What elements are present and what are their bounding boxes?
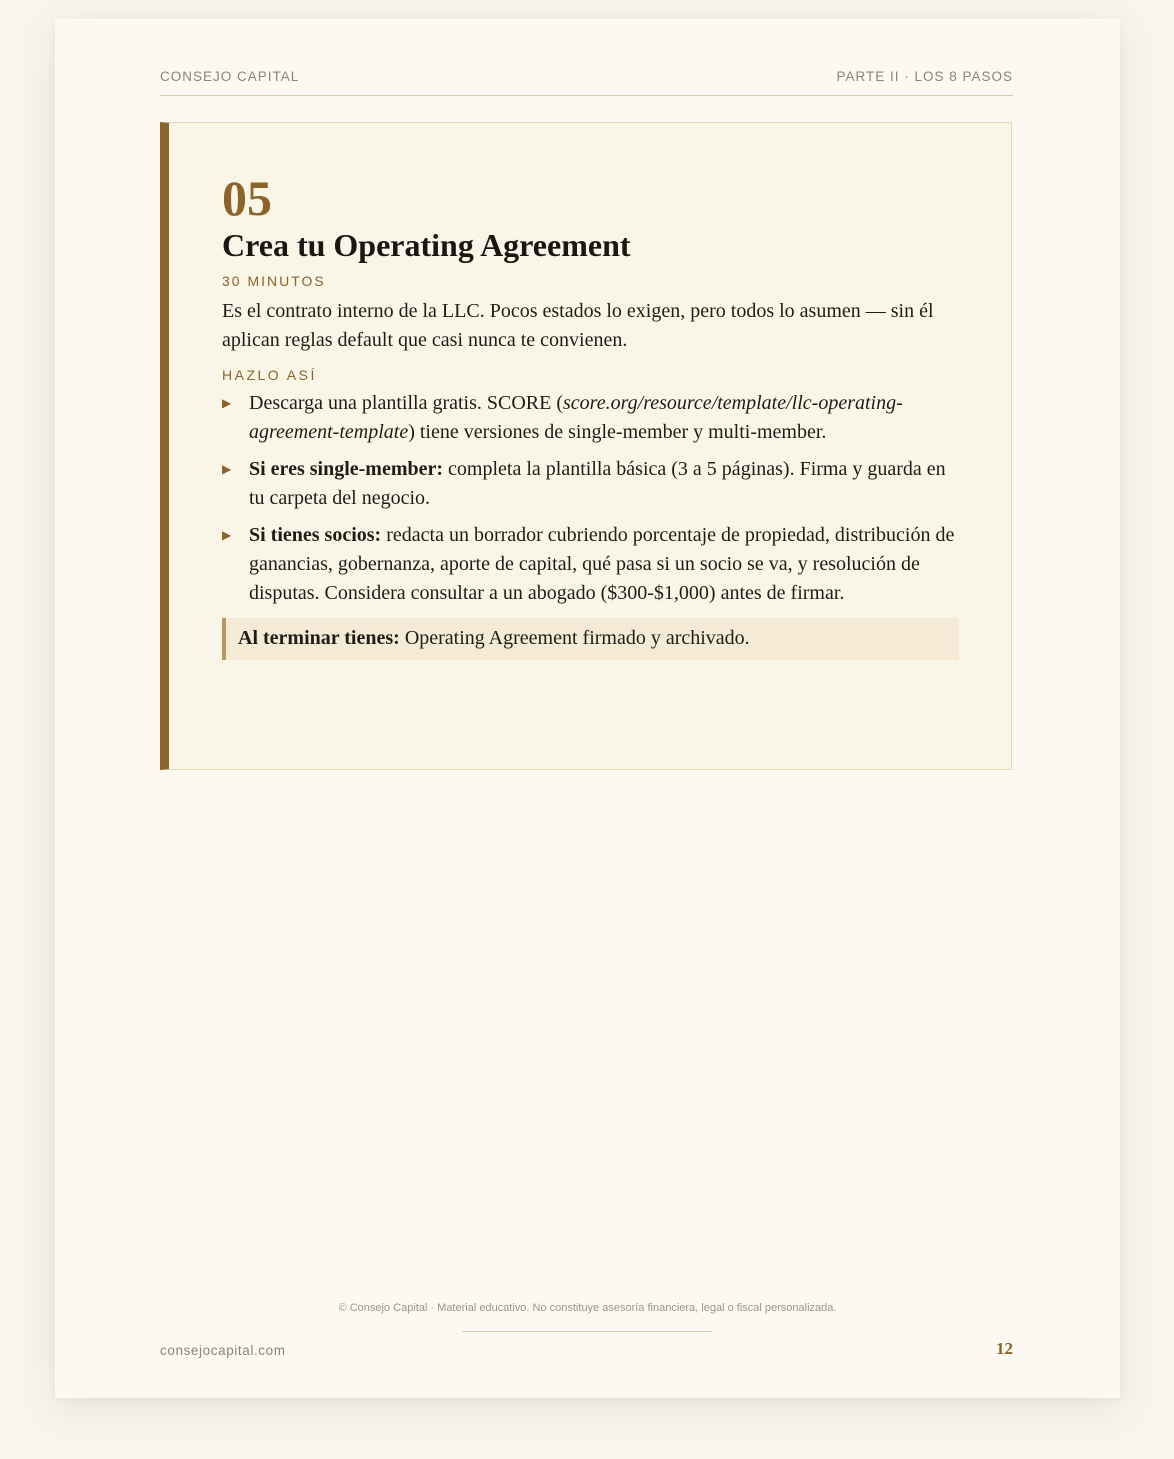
step-card <box>160 122 1012 770</box>
triangle-right-icon: ▶ <box>222 462 232 476</box>
list-item <box>222 455 959 513</box>
instruction-list <box>222 389 959 608</box>
running-header <box>160 69 1013 96</box>
bullet-text: ) tiene versiones de single-member y multi-member. <box>408 421 827 443</box>
page-number: 12 <box>996 1339 1013 1358</box>
footer-disclaimer: © Consejo Capital · Material educativo. No constituye asesoría financiera, legal o fiscal personalizada. <box>338 1302 837 1314</box>
step-number: 05 <box>222 170 272 226</box>
triangle-right-icon: ▶ <box>222 396 232 410</box>
step-duration: 30 MINUTOS <box>222 273 326 289</box>
bullet-text: redacta un borrador cubriendo porcentaje de propiedad, distribución de ganancias, gobernanza, aporte de capital, qué pasa si un socio se va, y resolución de disputas. Considera consultar a un abogado ($300-$1,000) antes de firmar. <box>249 524 955 604</box>
result-label: Al terminar tienes: <box>238 627 400 649</box>
header-brand: CONSEJO CAPITAL <box>160 69 300 84</box>
header-section: PARTE II · LOS 8 PASOS <box>836 69 1013 84</box>
step-content <box>222 170 959 660</box>
how-to-label: HAZLO ASÍ <box>222 367 317 383</box>
triangle-right-icon: ▶ <box>222 528 232 542</box>
list-item <box>222 521 959 608</box>
footer-divider <box>462 1331 712 1332</box>
bullet-text: completa la plantilla básica (3 a 5 páginas). Firma y guarda en tu carpeta del negocio. <box>249 458 946 509</box>
footer-site: consejocapital.com <box>160 1343 286 1358</box>
step-intro: Es el contrato interno de la LLC. Pocos estados lo exigen, pero todos lo asumen — sin él aplican reglas default que casi nunca te convienen. <box>222 300 934 351</box>
result-text: Operating Agreement firmado y archivado. <box>399 627 750 649</box>
step-title: Crea tu Operating Agreement <box>222 227 631 263</box>
score-template-url: score.org/resource/template/llc-operating-agreement-template <box>249 392 903 443</box>
bullet-lead: Si eres single-member: <box>249 458 444 480</box>
document-page <box>55 19 1120 1398</box>
bullet-lead: Si tienes socios: <box>249 524 382 546</box>
list-item <box>222 389 959 447</box>
result-callout <box>222 618 959 660</box>
bullet-text: Descarga una plantilla gratis. SCORE ( <box>249 392 564 414</box>
